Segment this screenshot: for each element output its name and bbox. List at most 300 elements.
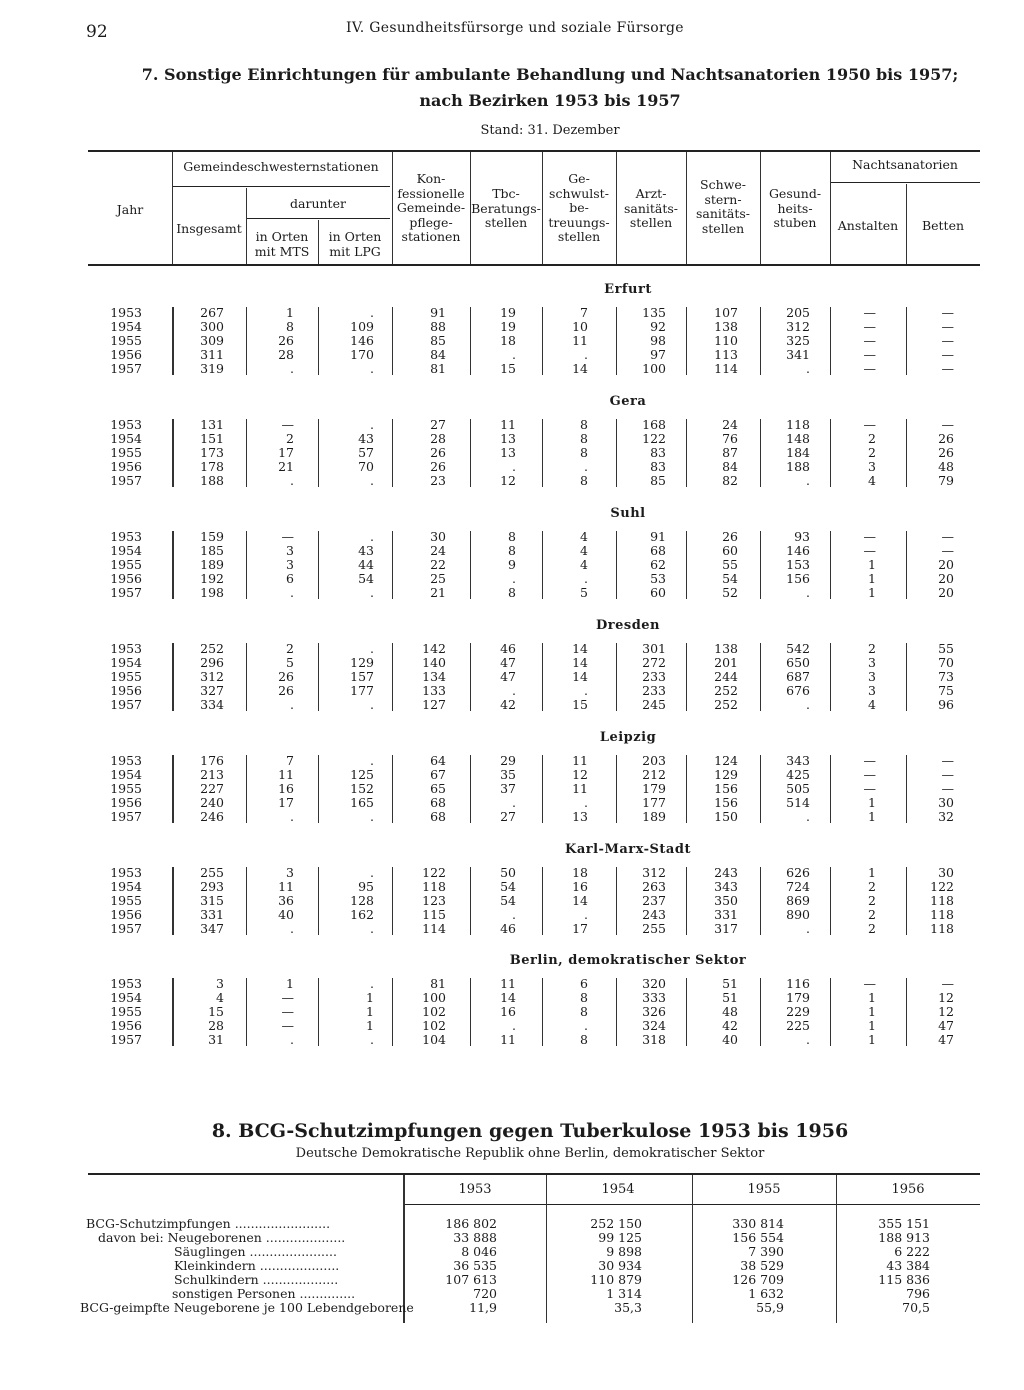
cell-tbc: 9 [508,556,516,572]
cell-anstalten: — [863,780,876,796]
cell-lpg: 1 [366,989,374,1005]
cell-geschwulst: . [584,794,588,810]
col-konf-header-line: pflege- [409,214,453,230]
col-geschwulst-header-line: stellen [557,229,601,244]
cell-insgesamt: 252 [200,641,224,656]
table8-cell: 99 125 [598,1230,642,1245]
cell-mts: 21 [278,458,294,474]
cell-konfessionell: 123 [422,892,446,908]
cell-arzt: 237 [642,892,666,908]
table8-cell: 11,9 [469,1300,497,1315]
cell-tbc: . [512,794,516,810]
col-konf-header-line: Gemeinde- [396,200,466,215]
cell-lpg: . [370,865,374,880]
table8-cell: 188 913 [878,1230,930,1245]
cell-schwestern: 150 [714,808,738,824]
cell-geschwulst: 7 [580,305,588,320]
col-arzt-header [616,187,686,231]
cell-anstalten: — [863,542,876,558]
cell-mts: 3 [286,865,294,880]
cell-konfessionell: 26 [430,444,446,460]
cell-anstalten: — [863,766,876,782]
cell-anstalten: 3 [868,458,876,474]
table8-year-header: 1956 [891,1182,925,1197]
table8-cell: 70,5 [902,1300,930,1315]
cell-betten: 30 [938,865,954,880]
cell-mts: 7 [286,753,294,768]
col-schwestern-header [686,178,760,236]
col-schwestern-header-line: stellen [701,220,745,236]
cell-schwestern: 42 [722,1017,738,1033]
cell-konfessionell: 85 [430,332,446,348]
cell-mts: . [290,1031,294,1047]
cell-geschwulst: 10 [572,318,588,334]
section-label: Karl-Marx-Stadt [565,842,691,857]
section-label: Dresden [595,618,661,633]
cell-konfessionell: 127 [422,696,446,712]
cell-mts: 2 [286,641,294,656]
col-schwestern-header-line: stern- [704,191,742,207]
cell-arzt: 263 [642,878,666,894]
cell-insgesamt: 189 [200,556,224,572]
cell-betten: 75 [938,682,954,698]
cell-geschwulst: 8 [580,417,588,432]
cell-arzt: 60 [650,584,666,600]
cell-mts: . [290,696,294,712]
cell-arzt: 203 [642,753,666,768]
cell-insgesamt: 255 [200,865,224,880]
cell-geschwulst: 5 [580,584,588,600]
cell-betten: 73 [938,668,954,684]
cell-gesund: 505 [786,780,810,796]
cell-tbc: . [512,682,516,698]
cell-geschwulst: 12 [572,766,588,782]
cell-tbc: 15 [500,360,516,376]
cell-lpg: 146 [350,332,374,348]
cell-jahr: 1957 [110,920,142,936]
cell-tbc: 11 [500,1031,516,1047]
cell-konfessionell: 91 [430,305,446,320]
cell-gesund: 650 [786,654,810,670]
cell-betten: — [941,529,954,544]
table7-header-bottom-rule [88,264,980,266]
cell-insgesamt: 198 [200,584,224,600]
table8-cell: 252 150 [590,1216,642,1231]
cell-geschwulst: 4 [580,542,588,558]
cell-schwestern: 40 [722,1031,738,1047]
cell-anstalten: 1 [868,584,876,600]
cell-gesund: 205 [786,305,810,320]
cell-schwestern: 317 [714,920,738,936]
cell-konfessionell: 142 [422,641,446,656]
col-lpg-header-line: in Orten [328,229,382,244]
table8-cell: 7 390 [748,1244,784,1259]
cell-schwestern: 114 [714,360,738,376]
table8-cell: 186 802 [445,1216,497,1231]
table8-cell: 1 632 [748,1286,784,1301]
cell-betten: — [941,318,954,334]
cell-arzt: 83 [650,444,666,460]
table8-cell: 796 [906,1286,930,1301]
cell-insgesamt: 176 [200,753,224,768]
cell-geschwulst: 11 [572,332,588,348]
cell-konfessionell: 24 [430,542,446,558]
cell-mts: 26 [278,332,294,348]
col-tbc-header-line: Beratungs- [471,200,541,216]
col-konf-header [392,172,470,245]
cell-jahr: 1956 [110,906,142,922]
cell-mts: 17 [278,444,294,460]
cell-anstalten: — [863,417,876,432]
cell-lpg: . [370,1031,374,1047]
col-tbc-header [470,187,542,231]
cell-jahr: 1953 [110,865,142,880]
gemeinde-group-rule [172,186,390,187]
cell-mts: 11 [278,766,294,782]
cell-tbc: . [512,458,516,474]
cell-insgesamt: 131 [200,417,224,432]
cell-schwestern: 107 [714,305,738,320]
cell-mts: 6 [286,570,294,586]
cell-geschwulst: 8 [580,430,588,446]
cell-mts: 36 [278,892,294,908]
cell-jahr: 1957 [110,584,142,600]
cell-mts: — [281,989,294,1005]
table8-row-label: BCG-Schutzimpfungen ........................ [86,1216,331,1231]
col-tbc-header-line: stellen [484,215,528,230]
cell-mts: 28 [278,346,294,362]
table8-subtitle: Deutsche Demokratische Republik ohne Berlin, demokratischer Sektor [295,1146,765,1161]
cell-insgesamt: 334 [200,696,224,712]
cell-geschwulst: 15 [572,696,588,712]
table8-cell: 720 [473,1286,497,1301]
col-geschwulst-header-line: be- [569,200,589,215]
col-mts-header-line: in Orten [255,229,309,244]
cell-geschwulst: 17 [572,920,588,936]
cell-mts: . [290,472,294,488]
cell-geschwulst: 11 [572,753,588,768]
cell-geschwulst: 14 [572,654,588,670]
cell-arzt: 98 [650,332,666,348]
cell-anstalten: 2 [868,430,876,446]
cell-lpg: . [370,529,374,544]
cell-lpg: 165 [350,794,374,810]
cell-gesund: 343 [786,753,810,768]
cell-jahr: 1954 [110,766,142,782]
cell-schwestern: 48 [722,1003,738,1019]
cell-gesund: . [806,808,810,824]
cell-jahr: 1955 [110,444,142,460]
cell-tbc: 47 [500,654,516,670]
cell-jahr: 1954 [110,878,142,894]
cell-gesund: 687 [786,668,810,684]
table8-row-label: Säuglingen ...................... [174,1244,337,1259]
cell-tbc: 8 [508,584,516,600]
table8-cell: 33 888 [453,1230,497,1245]
cell-tbc: 42 [500,696,516,712]
cell-tbc: . [512,570,516,586]
table8-cell: 9 898 [606,1244,642,1259]
cell-konfessionell: 68 [430,808,446,824]
col-darunter-header: darunter [290,196,346,211]
cell-arzt: 212 [642,766,666,782]
cell-arzt: 324 [642,1017,666,1033]
cell-insgesamt: 178 [200,458,224,474]
col-betten-header: Betten [921,218,965,233]
cell-geschwulst: . [584,570,588,586]
cell-geschwulst: 16 [572,878,588,894]
cell-gesund: . [806,360,810,376]
table8-col-divider [546,1175,547,1323]
cell-jahr: 1953 [110,417,142,432]
cell-konfessionell: 81 [430,360,446,376]
cell-geschwulst: 4 [580,556,588,572]
cell-schwestern: 252 [714,682,738,698]
cell-anstalten: 4 [868,472,876,488]
cell-schwestern: 54 [722,570,738,586]
cell-lpg: 162 [350,906,374,922]
cell-schwestern: 60 [722,542,738,558]
cell-betten: — [941,542,954,558]
cell-betten: 47 [938,1031,954,1047]
running-head: IV. Gesundheitsfürsorge und soziale Fürsorge [346,20,684,36]
col-arzt-header-line: Arzt- [635,186,667,201]
cell-arzt: 168 [642,417,666,432]
cell-anstalten: — [863,305,876,320]
col-konf-header-line: Kon- [416,171,446,186]
cell-arzt: 233 [642,682,666,698]
cell-geschwulst: 8 [580,989,588,1005]
table8-cell: 36 535 [453,1258,497,1273]
cell-anstalten: 1 [868,1017,876,1033]
table7-title-line1: 7. Sonstige Einrichtungen für ambulante Behandlung und Nachtsanatorien 1950 bis 1957; [141,65,959,84]
cell-mts: . [290,360,294,376]
cell-jahr: 1953 [110,976,142,991]
cell-schwestern: 201 [714,654,738,670]
col-geschwulst-header-line: schwulst- [549,185,609,201]
cell-betten: 32 [938,808,954,824]
cell-insgesamt: 315 [200,892,224,908]
cell-lpg: 44 [358,556,374,572]
cell-insgesamt: 192 [200,570,224,586]
cell-konfessionell: 114 [422,920,446,936]
cell-arzt: 233 [642,668,666,684]
cell-insgesamt: 347 [200,920,224,936]
table7-title [120,62,980,114]
cell-insgesamt: 159 [200,529,224,544]
cell-tbc: 13 [500,444,516,460]
cell-jahr: 1957 [110,696,142,712]
cell-mts: 8 [286,318,294,334]
cell-gesund: 156 [786,570,810,586]
cell-konfessionell: 27 [430,417,446,432]
cell-schwestern: 331 [714,906,738,922]
cell-tbc: 8 [508,529,516,544]
cell-konfessionell: 67 [430,766,446,782]
cell-gesund: . [806,696,810,712]
col-arzt-header-line: stellen [629,215,673,230]
table8-top-rule [88,1173,980,1175]
section-label: Erfurt [604,282,652,297]
cell-schwestern: 24 [722,417,738,432]
cell-arzt: 83 [650,458,666,474]
cell-mts: 26 [278,668,294,684]
cell-tbc: 50 [500,865,516,880]
cell-tbc: 19 [500,318,516,334]
col-gesund-header-line: heits- [777,200,813,216]
cell-arzt: 68 [650,542,666,558]
cell-schwestern: 52 [722,584,738,600]
cell-lpg: 43 [358,430,374,446]
cell-schwestern: 82 [722,472,738,488]
cell-insgesamt: 327 [200,682,224,698]
cell-konfessionell: 68 [430,794,446,810]
cell-schwestern: 55 [722,556,738,572]
cell-anstalten: 1 [868,570,876,586]
cell-gesund: 153 [786,556,810,572]
table8-cell: 330 814 [732,1216,784,1231]
cell-arzt: 177 [642,794,666,810]
cell-insgesamt: 4 [216,989,224,1005]
cell-arzt: 318 [642,1031,666,1047]
cell-betten: — [941,305,954,320]
cell-schwestern: 113 [714,346,738,362]
cell-mts: 1 [286,976,294,991]
cell-insgesamt: 319 [200,360,224,376]
cell-tbc: 35 [500,766,516,782]
cell-schwestern: 110 [714,332,738,348]
cell-jahr: 1954 [110,430,142,446]
cell-lpg: . [370,584,374,600]
cell-tbc: 16 [500,1003,516,1019]
cell-tbc: 11 [500,976,516,991]
col-arzt-header-line: sanitäts- [623,200,679,216]
cell-insgesamt: 331 [200,906,224,922]
table7-top-rule [88,150,980,152]
cell-jahr: 1954 [110,542,142,558]
cell-betten: 12 [938,989,954,1005]
cell-betten: 48 [938,458,954,474]
cell-lpg: 1 [366,1017,374,1033]
section-label: Berlin, demokratischer Sektor [509,953,747,968]
col-schwestern-header-line: sanitäts- [695,206,751,221]
cell-konfessionell: 115 [422,906,446,922]
cell-anstalten: 3 [868,668,876,684]
cell-konfessionell: 21 [430,584,446,600]
cell-anstalten: — [863,976,876,991]
cell-lpg: 43 [358,542,374,558]
cell-konfessionell: 102 [422,1003,446,1019]
cell-jahr: 1955 [110,332,142,348]
table8-row-label: BCG-geimpfte Neugeborene je 100 Lebendgeborene [80,1300,414,1315]
table8-cell: 35,3 [614,1300,642,1315]
cell-gesund: 325 [786,332,810,348]
cell-tbc: 18 [500,332,516,348]
table8-cell: 355 151 [878,1216,930,1231]
cell-gesund: . [806,1031,810,1047]
cell-betten: 118 [930,906,954,922]
cell-tbc: 11 [500,417,516,432]
cell-jahr: 1953 [110,753,142,768]
cell-schwestern: 51 [722,989,738,1005]
cell-gesund: 542 [786,641,810,656]
cell-anstalten: 1 [868,865,876,880]
cell-schwestern: 124 [714,753,738,768]
cell-insgesamt: 240 [200,794,224,810]
cell-konfessionell: 104 [422,1031,446,1047]
table8-cell: 55,9 [756,1300,784,1315]
cell-lpg: . [370,808,374,824]
col-konf-header-line: stationen [401,229,461,244]
cell-tbc: 46 [500,641,516,656]
cell-lpg: 57 [358,444,374,460]
col-jahr-header: Jahr [116,202,144,217]
col-lpg-header-line: mit LPG [329,243,381,259]
cell-mts: 3 [286,556,294,572]
cell-betten: 122 [930,878,954,894]
cell-insgesamt: 185 [200,542,224,558]
cell-jahr: 1954 [110,654,142,670]
cell-betten: — [941,766,954,782]
cell-tbc: 47 [500,668,516,684]
cell-insgesamt: 246 [200,808,224,824]
cell-konfessionell: 22 [430,556,446,572]
cell-schwestern: 156 [714,794,738,810]
cell-tbc: . [512,1017,516,1033]
cell-jahr: 1957 [110,1031,142,1047]
cell-schwestern: 138 [714,641,738,656]
cell-konfessionell: 28 [430,430,446,446]
cell-lpg: 129 [350,654,374,670]
cell-betten: — [941,780,954,796]
cell-schwestern: 243 [714,865,738,880]
table8-cell: 115 836 [878,1272,930,1287]
cell-schwestern: 87 [722,444,738,460]
col-nacht-header: Nachtsanatorien [852,157,958,172]
cell-mts: — [281,1017,294,1033]
section-label: Gera [609,394,647,409]
cell-jahr: 1956 [110,346,142,362]
cell-gesund: 676 [786,682,810,698]
cell-geschwulst: 14 [572,892,588,908]
cell-schwestern: 156 [714,780,738,796]
col-tbc-header-line: Tbc- [492,186,520,201]
cell-gesund: 724 [786,878,810,894]
cell-tbc: 27 [500,808,516,824]
cell-tbc: 14 [500,989,516,1005]
cell-anstalten: 3 [868,682,876,698]
table8-cell: 126 709 [732,1272,784,1287]
cell-mts: 16 [278,780,294,796]
cell-jahr: 1957 [110,472,142,488]
cell-lpg: . [370,360,374,376]
cell-geschwulst: 6 [580,976,588,991]
cell-geschwulst: . [584,346,588,362]
cell-jahr: 1955 [110,892,142,908]
cell-arzt: 85 [650,472,666,488]
cell-schwestern: 51 [722,976,738,991]
table8-cell: 107 613 [445,1272,497,1287]
cell-anstalten: 1 [868,1003,876,1019]
table8-row-label: Kleinkindern .................... [174,1258,340,1273]
cell-tbc: 12 [500,472,516,488]
cell-betten: — [941,417,954,432]
col-gesund-header-line: Gesund- [768,186,822,201]
cell-anstalten: — [863,332,876,348]
col-lpg-header [318,230,392,259]
page-number: 92 [86,22,108,42]
col-geschwulst-header [542,172,616,245]
